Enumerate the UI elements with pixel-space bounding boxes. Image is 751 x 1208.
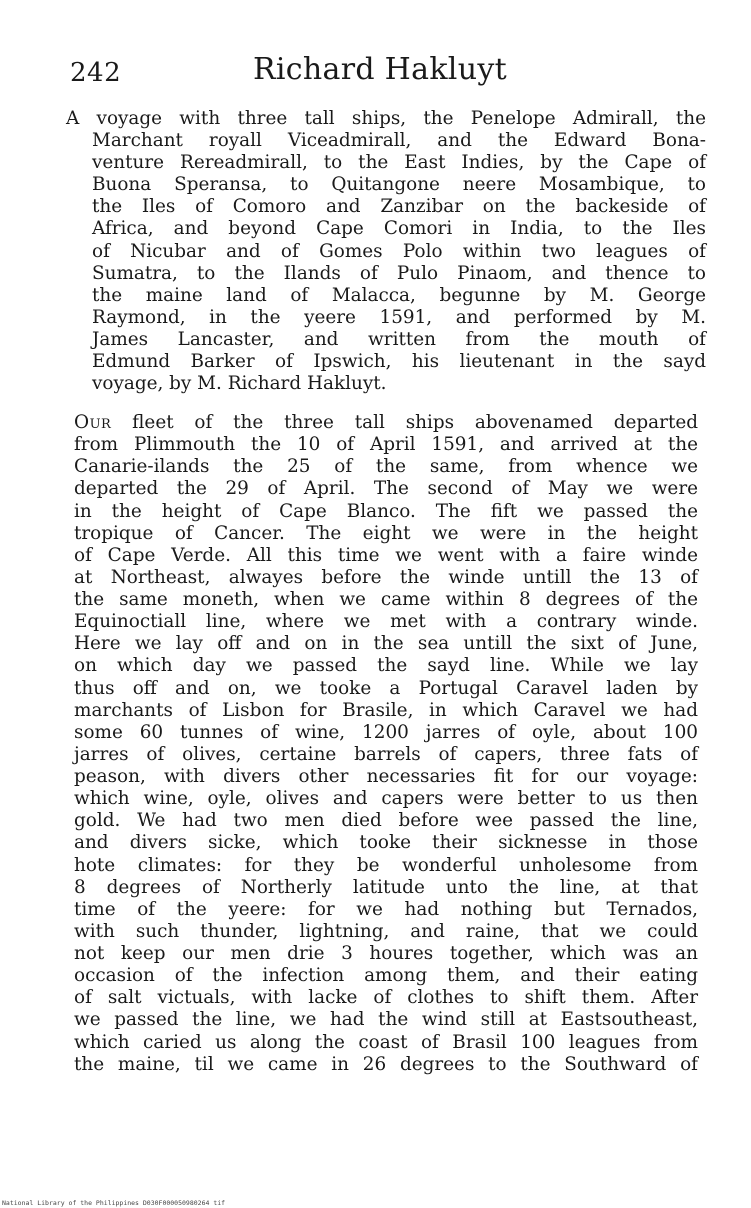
scan-identifier: National Library of the Philippines D030F000050980264 tif [2,1199,226,1207]
body-line: Canarie-ilands the 25 of the same, from whence we [74,456,698,478]
body-line: we passed the line, we had the wind still at Eastsoutheast, [74,1009,698,1031]
body-line: Here we lay off and on in the sea untill the sixt of June, [74,633,698,655]
heading-line: Marchant royall Viceadmirall, and the Edward Bona- [92,130,706,152]
body-line: departed the 29 of April. The second of May we were [74,478,698,500]
body-line: on which day we passed the sayd line. While we lay [74,655,698,677]
body-line: at Northeast, alwayes before the winde untill the 13 of [74,566,698,588]
heading-line: Sumatra, to the Ilands of Pulo Pinaom, and thence to [92,262,706,284]
heading-line: Edmund Barker of Ipswich, his lieutenant in the sayd [92,351,706,373]
small-caps-opening: Our [74,412,112,433]
chapter-heading [66,108,706,395]
body-line: thus off and on, we tooke a Portugal Caravel laden by [74,677,698,699]
heading-line: the Iles of Comoro and Zanzibar on the backeside of [92,196,706,218]
body-line: tropique of Cancer. The eight we were in the height [74,522,698,544]
heading-line: venture Rereadmirall, to the East Indies, by the Cape of [92,152,706,174]
body-line [74,412,698,434]
body-line: occasion of the infection among them, and their eating [74,965,698,987]
heading-line: of Nicubar and of Gomes Polo within two leagues of [92,240,706,262]
body-line: from Plimmouth the 10 of April 1591, and arrived at the [74,434,698,456]
body-line: in the height of Cape Blanco. The fift we passed the [74,500,698,522]
body-line: which wine, oyle, olives and capers were better to us then [74,788,698,810]
body-line: gold. We had two men died before wee passed the line, [74,810,698,832]
running-head: Richard Hakluyt [253,52,507,87]
body-line: which caried us along the coast of Brasil 100 leagues from [74,1031,698,1053]
heading-line: Raymond, in the yeere 1591, and performed by M. [92,306,706,328]
first-line-text: fleet of the three tall ships abovenamed departed [111,412,698,433]
body-line: of Cape Verde. All this time we went with a faire winde [74,544,698,566]
body-line: and divers sicke, which tooke their sicknesse in those [74,832,698,854]
page-number: 242 [70,58,122,88]
body-line: peason, with divers other necessaries fit for our voyage: [74,766,698,787]
body-line: time of the yeere: for we had nothing but Ternados, [74,898,698,920]
heading-line: the maine land of Malacca, begunne by M. George [92,284,706,306]
body-line: the same moneth, when we came within 8 degrees of the [74,589,698,610]
body-line: 8 degrees of Northerly latitude unto the line, at that [74,876,698,898]
body-line: of salt victuals, with lacke of clothes to shift them. After [74,987,698,1009]
body-paragraph [74,412,698,1076]
heading-line: A voyage with three tall ships, the Penelope Admirall, the [66,108,706,129]
body-line: not keep our men drie 3 houres together, which was an [74,943,698,964]
heading-line: voyage, by M. Richard Hakluyt. [92,373,387,395]
body-line: hote climates: for they be wonderful unholesome from [74,854,698,876]
heading-line: Africa, and beyond Cape Comori in India, to the Iles [92,218,706,240]
heading-line: James Lancaster, and written from the mouth of [92,328,706,350]
body-line: with such thunder, lightning, and raine, that we could [74,920,698,942]
heading-line: Buona Speransa, to Quitangone neere Mosambique, to [92,174,706,196]
body-line: Equinoctiall line, where we met with a contrary winde. [74,611,698,633]
body-line: marchants of Lisbon for Brasile, in which Caravel we had [74,699,698,721]
body-line: the maine, til we came in 26 degrees to the Southward of [74,1053,698,1075]
body-line: some 60 tunnes of wine, 1200 jarres of oyle, about 100 [74,721,698,743]
body-line: jarres of olives, certaine barrels of capers, three fats of [74,743,698,765]
